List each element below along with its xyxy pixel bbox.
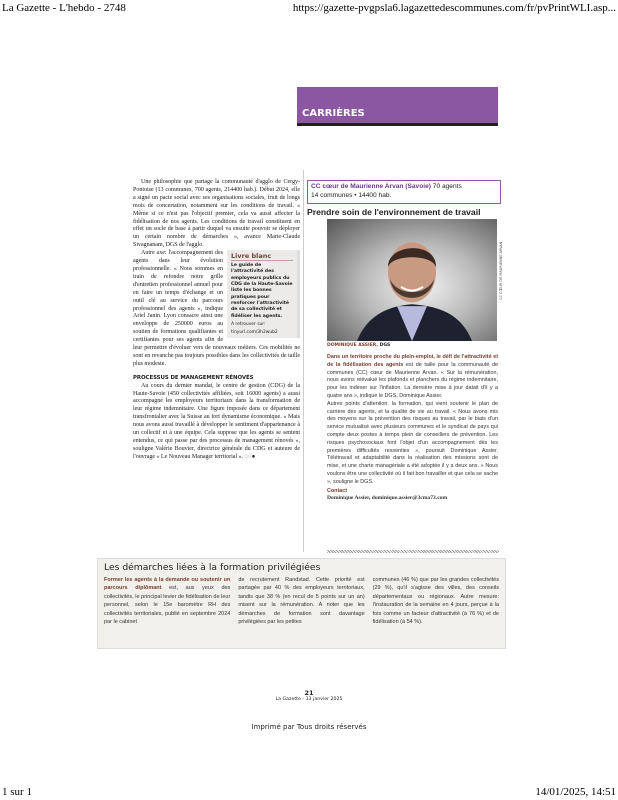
portrait-photo — [327, 219, 497, 341]
livre-blanc-title: Livre blanc — [231, 252, 293, 261]
folio — [0, 689, 618, 702]
box-title: Les démarches liées à la formation privilégiées — [104, 562, 321, 573]
print-notice: Imprimé par Tous droits réservés — [251, 723, 367, 731]
livre-blanc-link-label: A retrouver sur: — [231, 321, 266, 327]
contact-value[interactable]: Dominique Assier, dominique.assier@3cma73.com — [327, 495, 448, 502]
livre-blanc-body: Le guide de l'attractivité des employeurs publics du CDG de la Haute-Savoie liste les bonnes pratiques pour renforcer l'attractivité de sa collectivité et fidéliser les agents. — [231, 263, 293, 319]
article-paragraph: Une philosophie que partage la communauté d'agglo de Cergy-Pontoise (13 communes, 700 agents, 214400 hab.). Début 2024, elle a signé un pacte social avec ses organisations sociales, fruit de longs mois de concertation, notamment sur les conditions de travail. « Même si ce n'est pas l'objectif premier, cela va aussi affecter la fidélisation de nos agents. Les conditions de travail constituent en effet un socle de base à partir duquel va ensuite pouvoir se déployer un certain nombre de démarches », avance Marie-Claude Sivagnanam, DGS de l'agglo. — [133, 179, 300, 249]
browser-url: https://gazette-pvgpsla6.lagazettedescommunes.com/fr/pvPrintWLI.asp... — [292, 2, 616, 14]
page-number: 21 — [304, 689, 314, 697]
article-paragraph: Autre axe: l'accompagnement des agents dans leur évolution professionnelle. « Nous sommes en train de refondre notre grille d'entretien professionnel annuel pour en faire un temps d'échange et un outil clé au service du parcours professionnel des agents », indique Ariel Janin. Lyon consacre ainsi une enveloppe de 250000 euros au soutien de formations qualifiantes et certifiantes pour ses agents afin de leur permettre d'évoluer vers de nouveaux métiers. Ces mobilités ne sont en revanche pas toujours possibles dans les collectivités de taille plus modeste. — [133, 250, 300, 367]
profile-id-box — [307, 180, 501, 204]
photo-caption — [327, 343, 390, 348]
page-count: 1 sur 1 — [2, 786, 32, 798]
contact-label: Contact — [327, 487, 348, 494]
portrait-figure — [327, 219, 497, 341]
caption-role: DGS — [379, 343, 391, 348]
rubric-label: CARRIÈRES — [302, 108, 365, 119]
browser-page-title: La Gazette - L'hebdo - 2748 — [2, 2, 126, 14]
column-divider — [303, 170, 304, 552]
box-column-2: de recrutement Randstad. Cette priorité est partagée par 40 % des employeurs territoriaux, tandis que 38 % (en recul de 5 points sur un an) misent sur la rémunération. A noter que les démarches de formation sont davantage privilégiées par les petites — [238, 577, 365, 626]
print-datetime: 14/01/2025, 14:51 — [535, 786, 616, 798]
formation-box — [97, 558, 506, 649]
box-column-1 — [104, 576, 230, 626]
profile-body-2: Autres points d'attention: la formation, qui vient soutenir le plan de carrière des agents, et la qualité de vie au travail. « Nous avons mis des moyens sur la prévention des risques au travail, par le biais d'un service mutualisé avec plusieurs communes et le syndicat de pays qui compte deux postes à temps plein de conseillers de prévention. Les risques psychosociaux font l'objet d'un accompagnement dès les premières difficultés ressenties », poursuit Dominique Assier. Télétravail et adaptabilité dans la réalisation des missions sont de mise, et une charte managériale a été adoptée il y a deux ans. « Nous voulons être une collectivité où il fait bon travailler et que cela se sache », souligne le DGS. — [327, 400, 498, 485]
profile-details: 14 communes • 14400 hab. — [311, 192, 392, 199]
left-article — [133, 179, 300, 462]
profile-agents: 70 agents — [432, 183, 462, 190]
profile-headline: Prendre soin de l'environnement de travail — [307, 207, 481, 217]
box-column-3: communes (46 %) que par les grandes collectivités (29 %), qu'il s'agisse des villes, des conseils départementaux ou régionaux. Autre mesure: l'instauration de la semaine en 4 jours, perçue à la fois comme un facteur d'attractivité (à 76 %) et de fidélisation (à 54 %). — [372, 577, 499, 626]
livre-blanc-box — [227, 250, 300, 338]
box-col1-text: est, aux yeux des collectivités, le principal levier de fidélisation de leur personnel, selon le 15e baromètre RH des collectivités territoriales, publié en septembre 2024 par le cabinet — [104, 585, 231, 626]
hatched-rule — [327, 550, 499, 553]
photo-credit: CC CŒUR DE MAURIENNE ARVAN — [499, 241, 503, 300]
article-subheading: PROCESSUS DE MANAGEMENT RÉNOVÉS — [133, 374, 254, 381]
article-paragraph: Au cours du dernier mandat, le centre de gestion (CDG) de la Haute-Savoie (450 collectivités affiliées, soit 16000 agents) a aussi accompagné les employeurs territoriaux dans la transformation de leur régime indemnitaire. Une figure imposée dans ce département transfrontalier avec la Suisse au fort dynamisme économique. « Mais nous avons aussi travaillé à développer le sentiment d'appartenance à un collectif et à une équipe. Cela suppose que les agents se sentent entendus, ce qui passe par des processus de management rénovés », souligne Valérie Bouvier, directrice générale du CDG et auteure de l'ouvrage « Le Nouveau Manager territorial ». ◌◌● — [133, 382, 300, 460]
section-rubric — [297, 87, 498, 126]
issue-date: La Gazette - 13 janvier 2025 — [275, 697, 343, 702]
profile-article — [327, 354, 498, 503]
box-lead: Former les agents à la demande ou soutenir un parcours diplômant — [104, 577, 231, 592]
profile-body-1: est de taille pour la communauté de communes (CC) cœur de Maurienne Arvan. « Sur la rémunération, nous avons réévalué les plafonds et planchers du régime indemnitaire, pour les indexer sur l'inflation. La dernière mise à jour datait d'il y a quatre ans », indique le DGS, Dominique Assier. — [327, 361, 498, 399]
profile-name: CC cœur de Maurienne Arvan (Savoie) — [311, 183, 431, 190]
livre-blanc-link[interactable]: tinyurl.com/3h2wub2 — [231, 329, 278, 335]
profile-lead: Dans un territoire proche du plein-emploi, le défi de l'attractivité et de la fidélisation des agents — [327, 354, 498, 368]
caption-name: DOMINIQUE ASSIER, — [327, 343, 379, 348]
